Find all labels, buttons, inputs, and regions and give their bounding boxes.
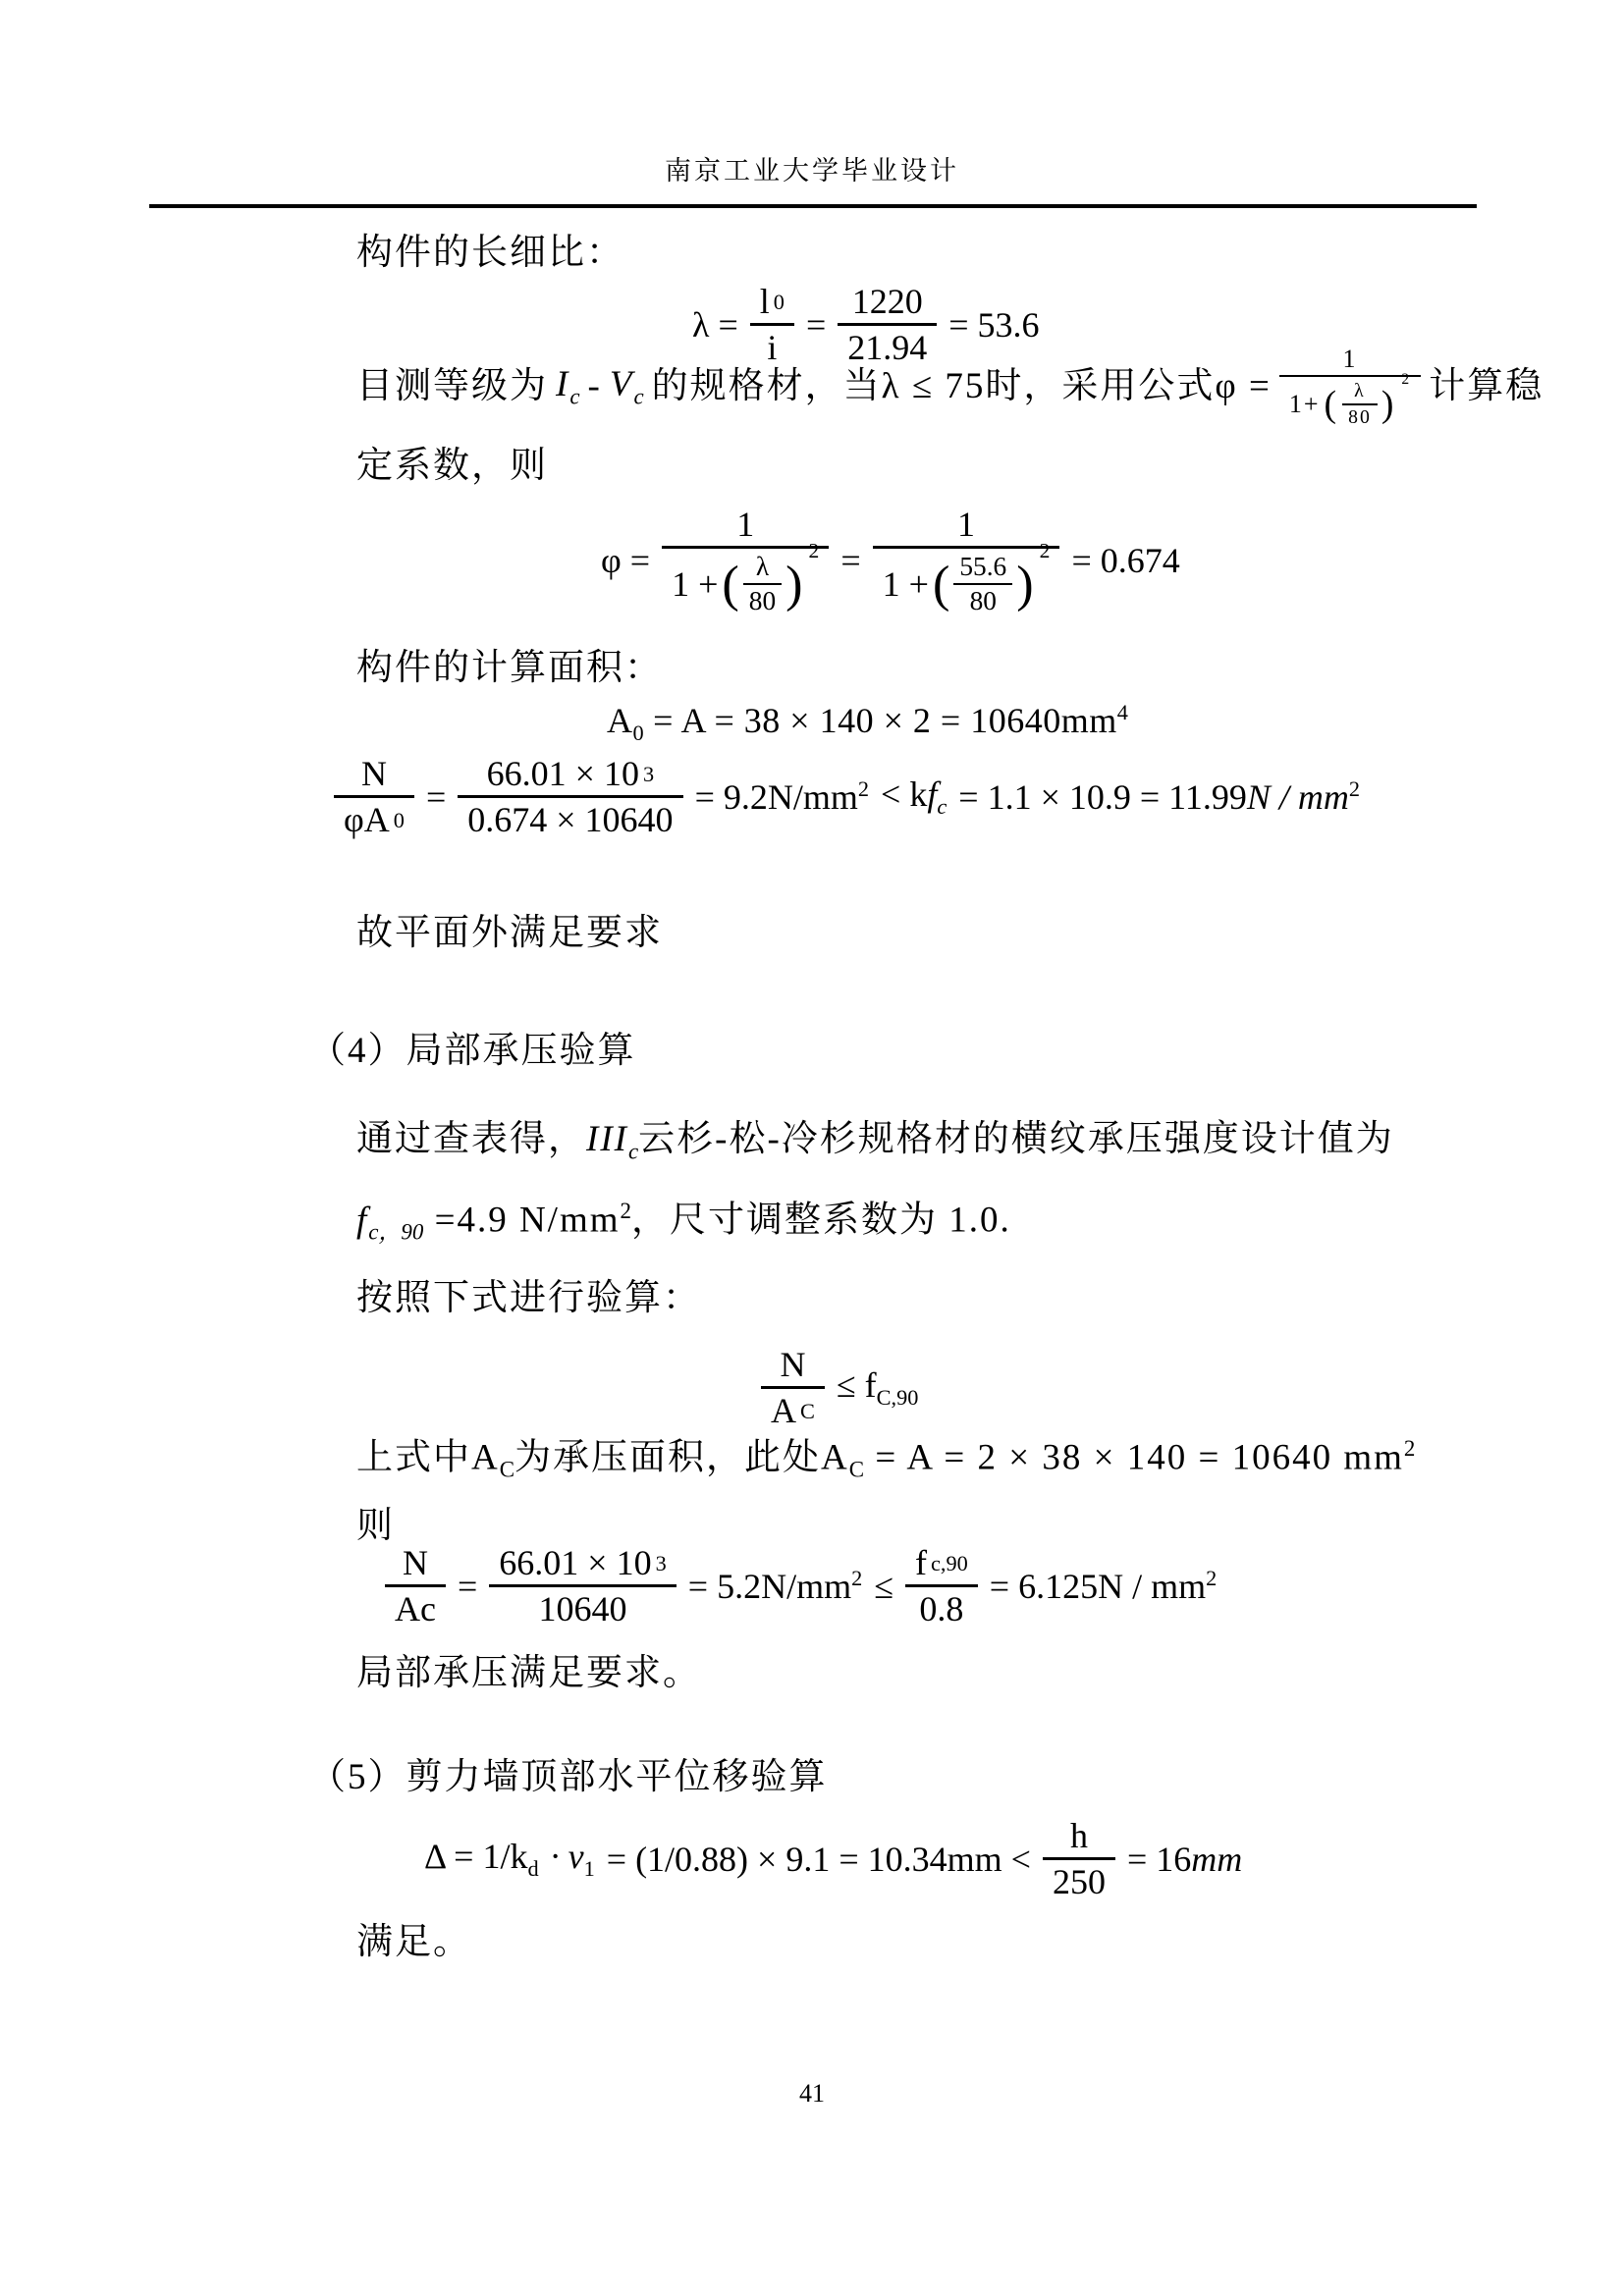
formula-phi bbox=[601, 503, 1180, 619]
inner-fraction bbox=[953, 551, 1012, 616]
italic-V: V bbox=[609, 363, 634, 404]
formula-text bbox=[695, 776, 869, 818]
formula-displacement bbox=[424, 1814, 1242, 1904]
paragraph-text: 计算稳 bbox=[1429, 365, 1544, 406]
exponent: 2 bbox=[857, 775, 870, 801]
paragraph-text: 通过查表得， bbox=[356, 1119, 586, 1159]
fraction bbox=[761, 1343, 825, 1433]
formula-text: = 0.674 bbox=[1071, 541, 1180, 581]
formula-text bbox=[688, 1566, 862, 1607]
exponent: 2 bbox=[1403, 1436, 1416, 1461]
italic-unit: N / mm bbox=[1246, 776, 1349, 817]
paragraph-text: 目测等级为 bbox=[356, 365, 548, 406]
compare-text: ≤ f bbox=[836, 1365, 877, 1406]
fraction bbox=[385, 1541, 446, 1631]
subscript-C90: C,90 bbox=[876, 1385, 919, 1411]
value-text: = 16 bbox=[1126, 1839, 1192, 1879]
formula-text: φ = bbox=[601, 541, 651, 581]
heading-section-5: （5）剪力墙顶部水平位移验算 bbox=[309, 1757, 828, 1797]
paragraph-text: =4.9 N/mm bbox=[423, 1200, 621, 1241]
formula-text bbox=[551, 1836, 595, 1882]
fraction-numerator bbox=[477, 752, 664, 795]
value-text: = 6.125N / mm bbox=[989, 1566, 1207, 1606]
paragraph-area-label: 构件的计算面积： bbox=[356, 648, 663, 688]
paragraph-conclusion-bearing: 局部承压满足要求。 bbox=[356, 1653, 701, 1693]
header-rule bbox=[149, 204, 1477, 208]
fraction-numerator bbox=[750, 280, 794, 323]
fraction-numerator: 1 bbox=[957, 505, 976, 544]
left-paren: ( bbox=[932, 555, 950, 613]
inner-numerator: λ bbox=[1354, 380, 1366, 402]
fraction-numerator: h bbox=[1069, 1816, 1088, 1855]
italic-f: f bbox=[927, 774, 938, 815]
right-paren: ) bbox=[785, 555, 803, 613]
paragraph-satisfied: 满足。 bbox=[356, 1922, 471, 1962]
paragraph-text: 云杉-松-冷杉规格材的横纹承压强度设计值为 bbox=[638, 1119, 1394, 1159]
paragraph-then: 则 bbox=[356, 1506, 395, 1546]
page-number: 41 bbox=[799, 2079, 825, 2108]
exponent: 2 bbox=[808, 539, 820, 563]
subscript-d: d bbox=[527, 1856, 539, 1882]
value-text: = 1.1 × 10.9 = 11.99 bbox=[958, 776, 1247, 817]
fraction bbox=[458, 752, 682, 842]
formula-text: = A = 38 × 140 × 2 = 10640mm bbox=[643, 701, 1117, 740]
formula-bearing-check bbox=[385, 1541, 1217, 1631]
paragraph-bearing-area bbox=[356, 1435, 1415, 1484]
subscript-c: c bbox=[937, 794, 947, 820]
num-text: l bbox=[759, 282, 770, 321]
den-subscript: C bbox=[800, 1398, 815, 1423]
italic-III: III bbox=[586, 1119, 628, 1159]
compare-text: < k bbox=[881, 774, 928, 815]
formula-text: = 53.6 bbox=[948, 304, 1040, 345]
fraction-numerator: N bbox=[402, 1543, 428, 1582]
den-text: A bbox=[771, 1391, 796, 1431]
formula-area bbox=[607, 699, 1128, 747]
den-text: 1+ bbox=[1288, 390, 1321, 418]
fraction-numerator: 1220 bbox=[851, 282, 923, 321]
num-text: f bbox=[915, 1543, 927, 1582]
exponent: 2 bbox=[1348, 775, 1361, 801]
paragraph-text: 上式中A bbox=[356, 1437, 500, 1478]
paragraph-fc90 bbox=[356, 1198, 1011, 1247]
fraction-denominator bbox=[873, 539, 1060, 618]
fraction-denominator bbox=[1279, 370, 1421, 430]
italic-I: I bbox=[556, 363, 570, 404]
fraction bbox=[1043, 1814, 1115, 1904]
fraction-denominator: 21.94 bbox=[847, 328, 928, 368]
fraction-denominator bbox=[662, 539, 829, 618]
formula-stress-out-of-plane bbox=[334, 752, 1360, 842]
heading-section-4: （4）局部承压验算 bbox=[309, 1031, 636, 1071]
formula-text: = bbox=[840, 541, 861, 581]
num-subscript: c,90 bbox=[931, 1550, 968, 1575]
fraction-denominator bbox=[334, 798, 414, 841]
formula-text bbox=[1127, 1839, 1242, 1880]
fraction-denominator: 0.674 × 10640 bbox=[467, 800, 674, 840]
fraction-denominator: Ac bbox=[395, 1589, 436, 1629]
fraction-denominator: 10640 bbox=[538, 1589, 627, 1629]
inner-numerator: λ bbox=[755, 552, 770, 582]
formula-text bbox=[837, 1364, 919, 1411]
left-paren: ( bbox=[722, 555, 739, 613]
fraction-numerator bbox=[489, 1541, 676, 1584]
inner-numerator: 55.6 bbox=[959, 552, 1007, 582]
exponent: 2 bbox=[1039, 539, 1051, 563]
inner-fraction bbox=[1342, 379, 1378, 428]
result-text: = 5.2N/mm bbox=[687, 1566, 852, 1606]
formula-text: λ = bbox=[692, 304, 738, 345]
inline-fraction bbox=[1279, 343, 1421, 430]
fraction-denominator: 250 bbox=[1052, 1862, 1106, 1902]
subscript-c: c bbox=[627, 1139, 639, 1164]
formula-text: A bbox=[607, 701, 633, 740]
right-paren: ) bbox=[1380, 383, 1396, 425]
exponent: 2 bbox=[1401, 370, 1412, 388]
inner-denominator: 80 bbox=[748, 585, 777, 615]
fraction bbox=[489, 1541, 676, 1631]
page-header-title: 南京工业大学毕业设计 bbox=[665, 156, 959, 186]
paragraph-conclusion-out-of-plane: 故平面外满足要求 bbox=[356, 913, 663, 953]
italic-f: f bbox=[356, 1200, 369, 1241]
subscript-0: 0 bbox=[632, 721, 644, 746]
formula-text bbox=[881, 774, 947, 820]
exponent: 4 bbox=[1116, 700, 1128, 724]
subscript-C: C bbox=[499, 1457, 515, 1482]
less-equal-symbol: ≤ bbox=[874, 1566, 893, 1606]
fraction-numerator: N bbox=[360, 754, 387, 793]
fraction-denominator: i bbox=[767, 328, 778, 368]
subscript-C: C bbox=[848, 1457, 865, 1482]
inner-fraction bbox=[743, 551, 782, 616]
num-text: 66.01 × 10 bbox=[499, 1543, 652, 1582]
fraction-numerator bbox=[905, 1541, 978, 1584]
subscript-c: c bbox=[569, 384, 580, 409]
formula-bearing-criterion bbox=[761, 1343, 918, 1433]
paragraph-slenderness-label: 构件的长细比： bbox=[356, 233, 624, 273]
fraction-numerator: 1 bbox=[1342, 345, 1358, 374]
inner-denominator: 80 bbox=[969, 585, 997, 615]
italic-unit: mm bbox=[1191, 1839, 1243, 1879]
fraction-numerator: 1 bbox=[736, 505, 755, 544]
formula-text bbox=[958, 776, 1360, 818]
paragraph-coefficient: 定系数，则 bbox=[356, 446, 548, 486]
fraction bbox=[905, 1541, 978, 1631]
num-subscript: 0 bbox=[773, 289, 785, 314]
exponent: 2 bbox=[851, 1565, 863, 1590]
exponent: 2 bbox=[1206, 1565, 1218, 1590]
formula-text: = (1/0.88) × 9.1 = 10.34mm < bbox=[606, 1839, 1031, 1879]
fraction bbox=[873, 503, 1060, 619]
subscript-1: 1 bbox=[583, 1856, 595, 1882]
fraction bbox=[662, 503, 829, 619]
formula-text: = bbox=[425, 776, 447, 817]
formula-text: = bbox=[805, 304, 827, 345]
paragraph-lookup-table bbox=[356, 1117, 1394, 1166]
math-symbol bbox=[610, 362, 644, 411]
paragraph-check-formula-label: 按照下式进行验算： bbox=[356, 1278, 701, 1318]
paragraph-text: ，尺寸调整系数为 1.0. bbox=[631, 1200, 1011, 1241]
formula-text: = bbox=[457, 1566, 478, 1606]
result-text: = 9.2N/mm bbox=[694, 776, 858, 817]
den-text: 1 + bbox=[672, 563, 719, 604]
fraction-denominator bbox=[761, 1389, 825, 1432]
fraction bbox=[334, 752, 414, 842]
paragraph-text: 为承压面积，此处A bbox=[514, 1437, 849, 1478]
math-symbol bbox=[556, 362, 580, 411]
den-text: φA bbox=[344, 800, 390, 840]
num-exponent: 3 bbox=[655, 1550, 667, 1575]
right-paren: ) bbox=[1016, 555, 1034, 613]
paragraph-grade bbox=[356, 344, 1543, 430]
fraction-numerator: N bbox=[780, 1345, 806, 1384]
num-exponent: 3 bbox=[642, 761, 655, 786]
den-subscript: 0 bbox=[393, 807, 405, 832]
formula-text bbox=[990, 1566, 1217, 1607]
num-text: 66.01 × 10 bbox=[486, 754, 639, 793]
subscript-c: c bbox=[633, 384, 644, 409]
subscript-c90: c，90 bbox=[368, 1219, 424, 1245]
left-paren: ( bbox=[1324, 383, 1339, 425]
formula-text bbox=[424, 1836, 539, 1882]
delta-text: Δ = 1/k bbox=[424, 1837, 528, 1877]
dash-text: - bbox=[587, 365, 602, 406]
den-text: 1 + bbox=[882, 563, 929, 604]
paragraph-text: 的规格材，当λ ≤ 75时，采用公式φ = bbox=[651, 365, 1272, 406]
exponent: 2 bbox=[620, 1199, 631, 1223]
nu-text: · ν bbox=[550, 1837, 584, 1877]
fraction-denominator: 0.8 bbox=[919, 1589, 964, 1629]
inner-denominator: 80 bbox=[1348, 405, 1372, 428]
paragraph-text: = A = 2 × 38 × 140 = 10640 mm bbox=[864, 1437, 1404, 1478]
